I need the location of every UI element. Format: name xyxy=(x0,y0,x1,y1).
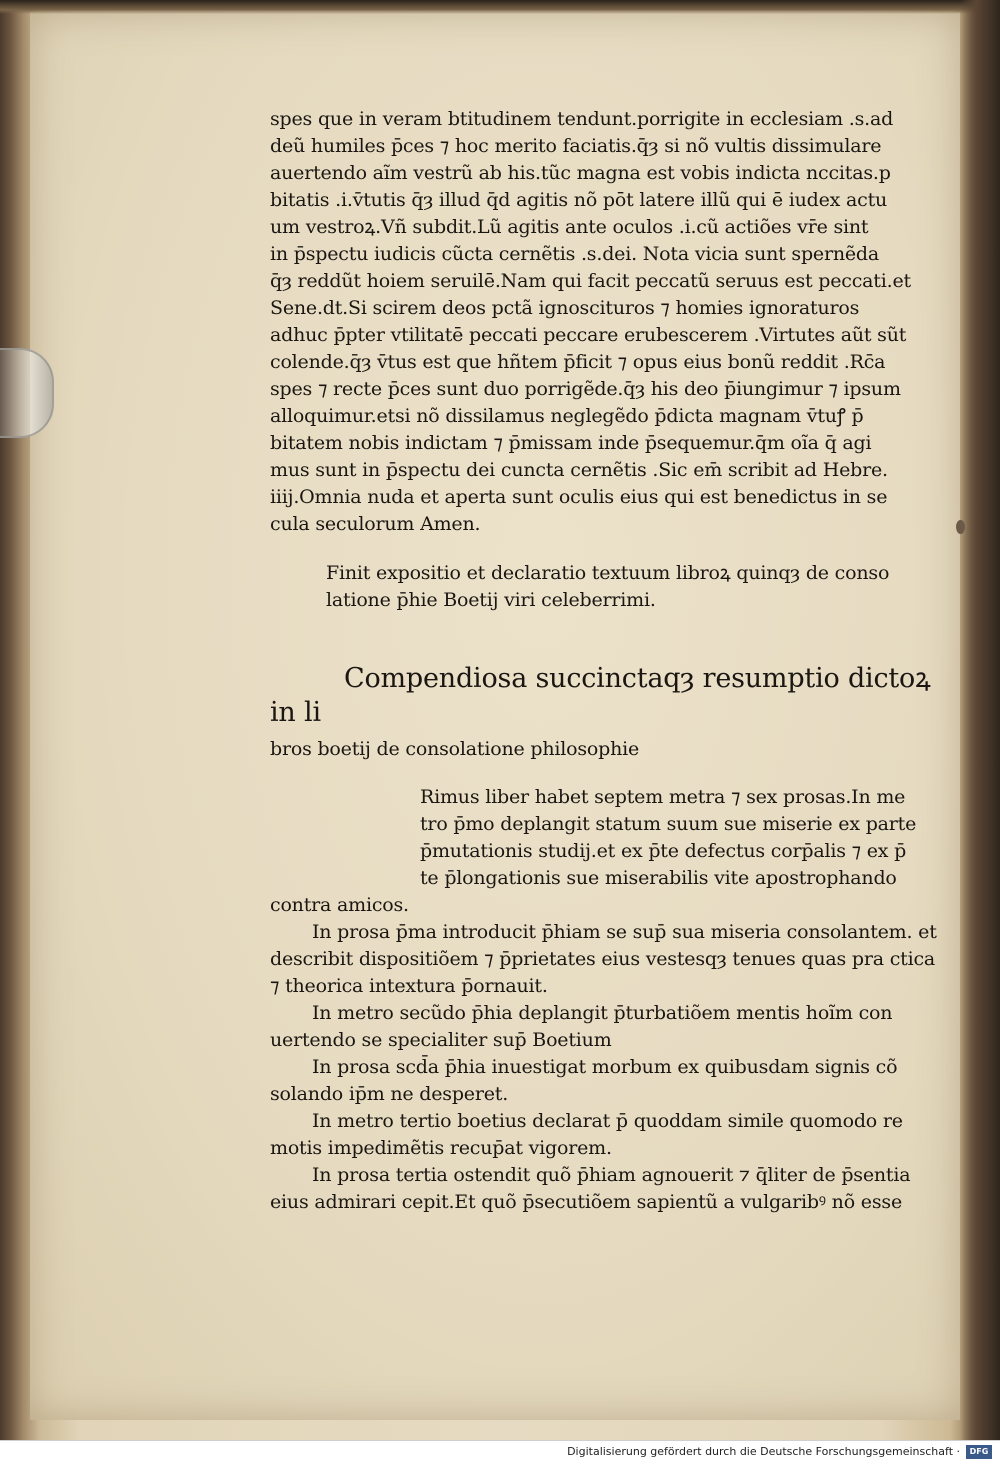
text-line: colende.q̄ȝ v̄tus est que hñtem p̄ficit ⁊ opus eius bonũ reddit .Rc̄a xyxy=(270,351,886,373)
text-line: latione p̄hie Boetij viri celeberrimi. xyxy=(326,589,656,611)
summary-item: In metro secũdo p̄hia deplangit p̄turbatiõem mentis hoĩm con uertendo se specialiter sup̄ Boetium xyxy=(270,1002,893,1051)
text-line: tro p̄mo deplangit statum suum sue miserie ex parte xyxy=(420,813,917,835)
book-summary xyxy=(270,784,950,919)
text-line: alloquimur.etsi nõ dissilamus neglegẽdo p̄dicta magnam v̄tuꝭ p̄ xyxy=(270,405,864,427)
heading-line: bros boetij de consolatione philosophie xyxy=(270,738,640,760)
page-clip xyxy=(0,348,54,438)
text-line: in p̄spectu iudicis cũcta cernẽtis .s.dei. Nota vicia sunt spernẽda xyxy=(270,243,880,265)
text-line: mus sunt in p̄spectu dei cuncta cernẽtis .Sic em̄ scribit ad Hebre. xyxy=(270,459,888,481)
text-line: q̄ȝ reddũt hoiem seruilē.Nam qui facit peccatũ seruus est peccati.et xyxy=(270,270,911,292)
text-line: deũ humiles p̄ces ⁊ hoc merito faciatis.q̄ȝ si nõ vultis dissimulare xyxy=(270,135,882,157)
text-line: Sene.dt.Si scirem deos pctã ignoscituros ⁊ homies ignoraturos xyxy=(270,297,860,319)
summary-item: In metro tertio boetius declarat p̄ quoddam simile quomodo re motis impedimẽtis recup̄at vigorem. xyxy=(270,1110,903,1159)
dfg-logo[interactable]: DFG xyxy=(966,1445,992,1459)
summary-item: In prosa tertia ostendit quõ p̄hiam agnouerit ⁊ q̄liter de p̄sentia eius admirari cepit.Et quõ p̄secutiõem sapientũ a vulgaribꝰ nõ esse xyxy=(270,1164,911,1213)
text-line: bitatis .i.v̄tutis q̄ȝ illud q̄d agitis nõ pōt latere illũ qui ē iudex actu xyxy=(270,189,888,211)
text-line: Finit expositio et declaratio textuum libroꝝ quinqȝ de conso xyxy=(326,562,890,584)
funding-credit: Digitalisierung gefördert durch die Deutsche Forschungsgemeinschaft · xyxy=(567,1445,960,1458)
page-hole xyxy=(956,520,965,534)
text-line: p̄mutationis studij.et ex p̄te defectus corp̄alis ⁊ ex p̄ xyxy=(420,840,907,862)
page-text xyxy=(270,106,950,1216)
text-line: iiij.Omnia nuda et aperta sunt oculis eius qui est benedictus in se xyxy=(270,486,888,508)
summary-item: In prosa p̄ma introducit p̄hiam se sup̄ sua miseria consolantem. et describit dispositiõem ⁊ p̄prietates eius vestesqȝ tenues quas pra ctica ⁊ theorica intextura p̄ornauit. xyxy=(270,921,937,997)
text-line: adhuc p̄pter vtilitatē peccati peccare erubescerem .Virtutes aũt sũt xyxy=(270,324,907,346)
summary-item: In prosa scd̄a p̄hia inuestigat morbum ex quibusdam signis cõ solando ip̄m ne desperet. xyxy=(270,1056,898,1105)
text-line: bitatem nobis indictam ⁊ p̄missam inde p̄sequemur.q̄m oĩa q̄ agi xyxy=(270,432,872,454)
text-line: spes que in veram btitudinem tendunt.porrigite in ecclesiam .s.ad xyxy=(270,108,894,130)
heading-line: Compendiosa succinctaqȝ resumptio dictoꝝ in li xyxy=(270,663,931,728)
text-line: contra amicos. xyxy=(270,894,409,916)
text-line: um vestroꝝ.Vñ subdit.Lũ agitis ante oculos .i.cũ actiões vr̄e sint xyxy=(270,216,869,238)
colophon xyxy=(270,560,950,614)
book-gutter xyxy=(960,0,1000,1440)
text-line: spes ⁊ recte p̄ces sunt duo porrigẽde.q̄ȝ his deo p̄iungimur ⁊ ipsum xyxy=(270,378,901,400)
footer-bar xyxy=(0,1440,1000,1464)
section-heading xyxy=(270,662,950,764)
text-line: cula seculorum Amen. xyxy=(270,513,481,535)
text-line: auertendo aĩm vestrũ ab his.tũc magna est vobis indicta nccitas.p xyxy=(270,162,891,184)
book-top-edge xyxy=(0,0,1000,14)
text-line: Rimus liber habet septem metra ⁊ sex prosas.In me xyxy=(420,786,906,808)
text-line: te p̄longationis sue miserabilis vite apostrophando xyxy=(420,867,897,889)
commentary-paragraph xyxy=(270,106,950,538)
